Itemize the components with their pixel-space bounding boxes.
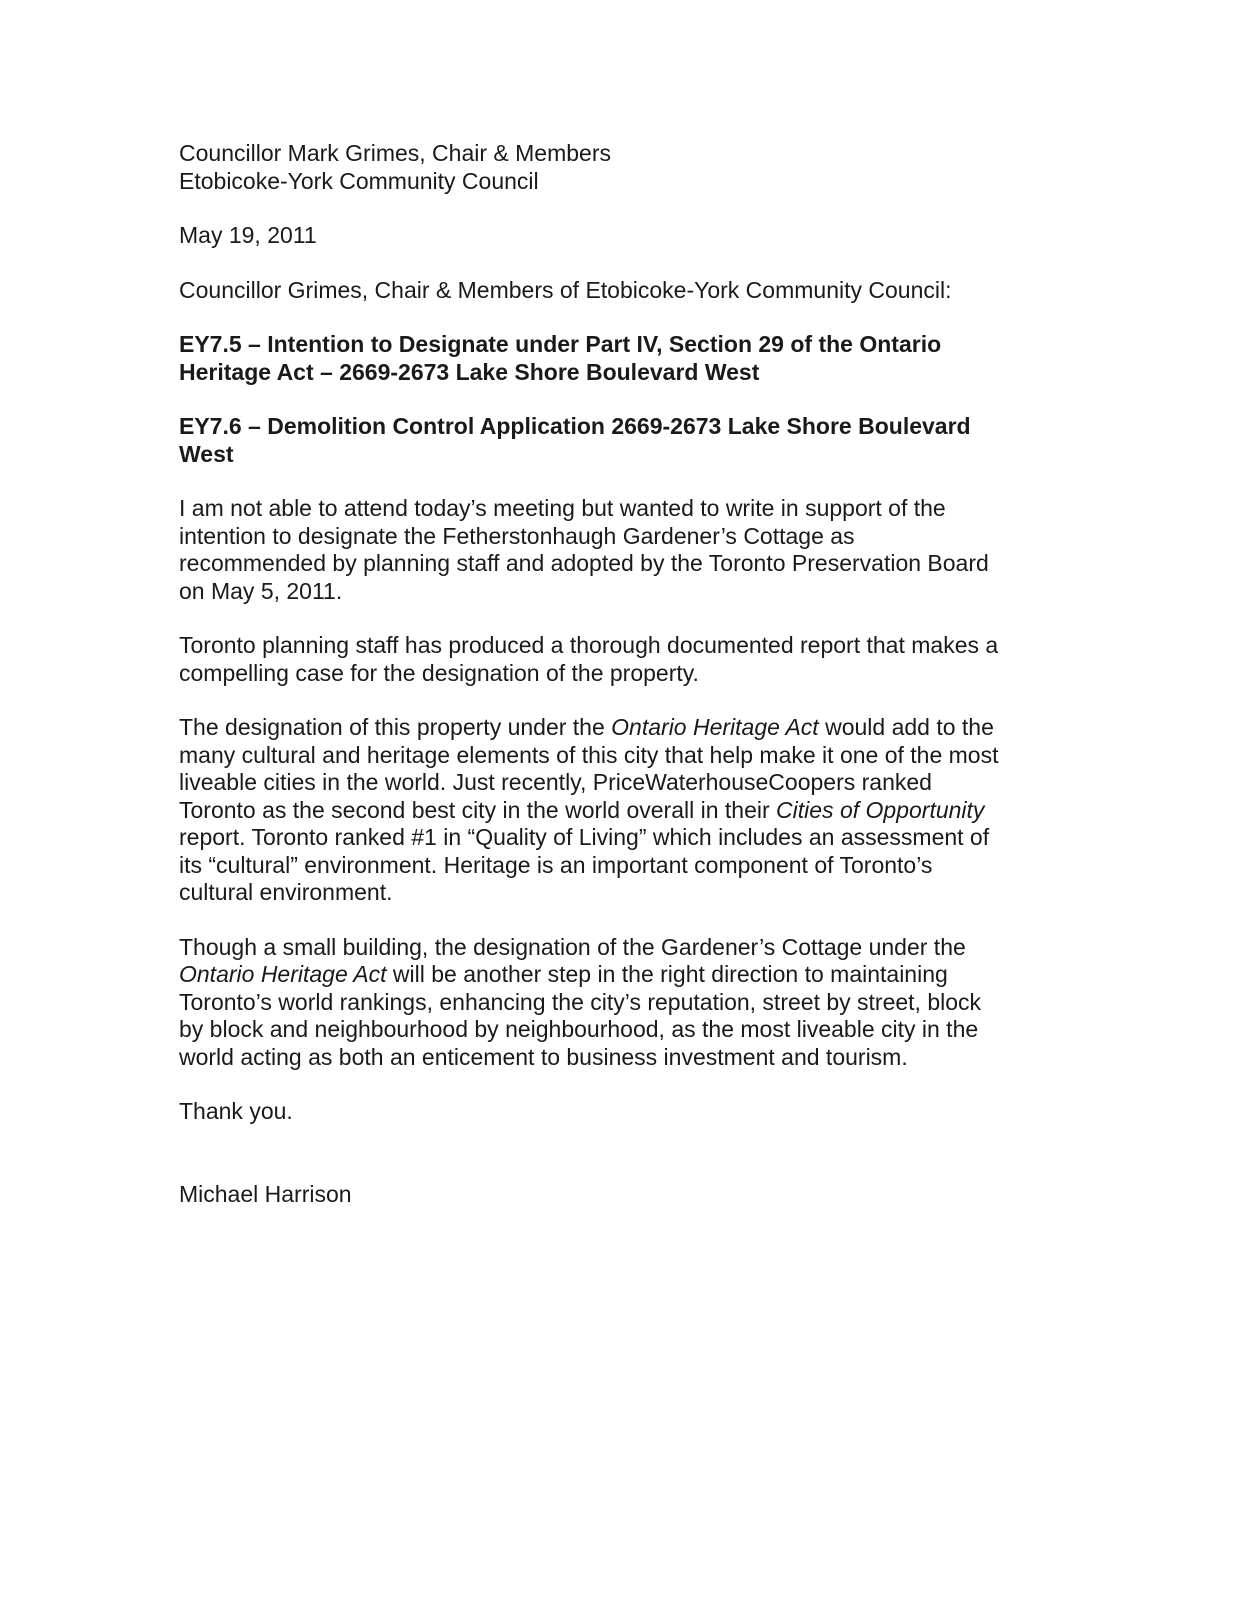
recipient-line: Etobicoke-York Community Council [179, 167, 539, 194]
paragraph-line: world acting as both an enticement to business investment and tourism. [179, 1043, 908, 1070]
text-run: Toronto as the second best city in the world overall in their [179, 796, 777, 823]
paragraph-line: recommended by planning staff and adopted by the Toronto Preservation Board [179, 550, 989, 576]
paragraph-line: many cultural and heritage elements of this city that help make it one of the most [179, 741, 999, 768]
subject-line: West [179, 440, 234, 467]
italic-act-title: Ontario Heritage Act [179, 961, 387, 987]
text-run: The designation of this property under the [179, 714, 612, 740]
subject-heading-ey7-5 [179, 331, 1039, 386]
paragraph-support [179, 495, 1039, 605]
signature-name: Michael Harrison [179, 1180, 352, 1207]
italic-report-title: Cities of Opportunity [776, 796, 985, 823]
paragraph-line: Though a small building, the designation of the Gardener’s Cottage under the [179, 933, 966, 960]
paragraph-line: I am not able to attend today’s meeting but wanted to write in support of the [179, 495, 946, 521]
paragraph-report [179, 632, 1039, 687]
paragraph-line: on May 5, 2011. [179, 577, 343, 604]
paragraph-line [179, 797, 1039, 825]
paragraph-line [179, 961, 1039, 989]
paragraph-line: its “cultural” environment. Heritage is an important component of Toronto’s [179, 851, 933, 878]
letter-body [179, 140, 1039, 1208]
subject-line: Heritage Act – 2669-2673 Lake Shore Boulevard West [179, 358, 760, 385]
paragraph-line: report. Toronto ranked #1 in “Quality of Living” which includes an assessment of [179, 824, 990, 850]
closing: Thank you. [179, 1098, 293, 1124]
letter-date: May 19, 2011 [179, 222, 317, 248]
subject-line: EY7.5 – Intention to Designate under Part IV, Section 29 of the Ontario [179, 331, 942, 357]
paragraph-line: by block and neighbourhood by neighbourhood, as the most liveable city in the [179, 1016, 979, 1042]
text-run: would add to the [818, 714, 994, 740]
paragraph-line: cultural environment. [179, 879, 393, 905]
recipient-block [179, 140, 1039, 195]
recipient-line: Councillor Mark Grimes, Chair & Members [179, 140, 611, 166]
paragraph-line: Toronto’s world rankings, enhancing the city’s reputation, street by street, block [179, 988, 982, 1015]
subject-heading-ey7-6 [179, 413, 1039, 468]
italic-act-title: Ontario Heritage Act [611, 714, 819, 740]
salutation: Councillor Grimes, Chair & Members of Etobicoke-York Community Council: [179, 276, 952, 303]
paragraph-line: compelling case for the designation of the property. [179, 659, 699, 686]
paragraph-line: liveable cities in the world. Just recently, PriceWaterhouseCoopers ranked [179, 769, 932, 795]
paragraph-line: intention to designate the Fetherstonhaugh Gardener’s Cottage as [179, 522, 855, 549]
paragraph-line: Toronto planning staff has produced a thorough documented report that makes a [179, 632, 999, 658]
subject-line: EY7.6 – Demolition Control Application 2669-2673 Lake Shore Boulevard [179, 413, 971, 439]
paragraph-rankings [179, 714, 1039, 907]
text-run: will be another step in the right direction to maintaining [386, 961, 948, 987]
paragraph-line [179, 714, 1039, 742]
paragraph-cottage [179, 934, 1039, 1072]
